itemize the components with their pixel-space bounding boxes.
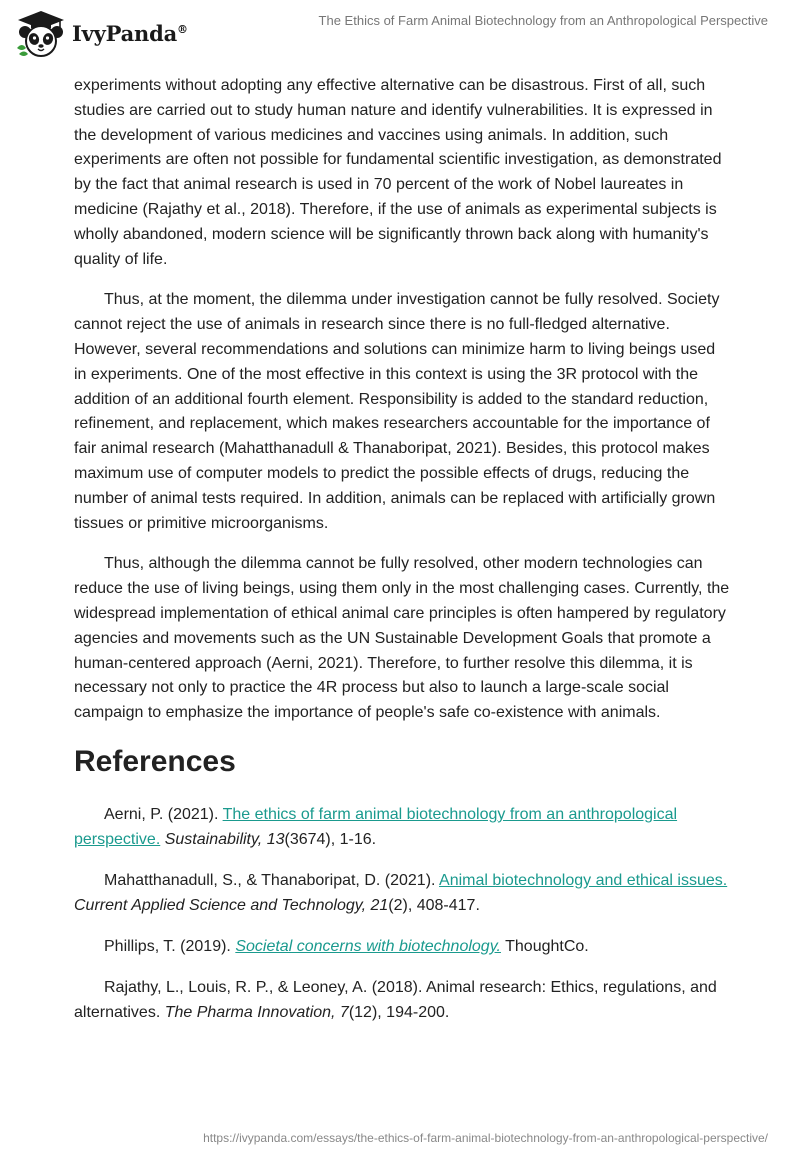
references-list (74, 802, 730, 1025)
paragraph-1: experiments without adopting any effective alternative can be disastrous. First of all, such studies are carried out to study human nature and identify vulnerabilities. It is expressed in the development of various medicines and vaccines using animals. In addition, such experiments are often not possible for fundamental scientific investigation, as demonstrated by the fact that animal research is used in 70 percent of the work of Nobel laureates in medicine (Rajathy et al., 2018). Therefore, if the use of animals as experimental subjects is wholly abandoned, modern science will be significantly thrown back along with humanity's quality of life. (74, 77, 722, 268)
reference-entry (74, 934, 730, 959)
reference-link[interactable]: Animal biotechnology and ethical issues. (439, 871, 728, 889)
ivypanda-logo[interactable] (14, 8, 188, 58)
logo-wordmark (72, 21, 188, 46)
reference-details: ThoughtCo. (500, 937, 589, 955)
reference-journal: Sustainability, 13 (164, 830, 285, 848)
essay-content (74, 70, 730, 1041)
reference-journal: Current Applied Science and Technology, 21 (74, 896, 389, 914)
paragraph-2: Thus, at the moment, the dilemma under investigation cannot be fully resolved. Society cannot reject the use of animals in research since there is no full-fledged alternative. However, several recommendations and solutions can minimize harm to living beings used in experiments. One of the most effective in this context is using the 3R protocol with the addition of an additional fourth element. Responsibility is added to the standard reduction, refinement, and replacement, which makes researchers accountable for the importance of fair animal research (Mahatthanadull & Thanaboripat, 2021). Besides, this protocol makes maximum use of computer models to predict the possible effects of drugs, reducing the number of animal tests required. In addition, animals can be replaced with artificially grown tissues or primitive microorganisms. (74, 291, 720, 532)
reference-authors: Phillips, T. (2019). (104, 937, 236, 955)
reference-authors: Mahatthanadull, S., & Thanaboripat, D. (2021). (104, 871, 440, 889)
reference-link[interactable]: The ethics of farm animal biotechnology from an anthropological perspective. (74, 805, 678, 848)
reference-authors: Aerni, P. (2021). (104, 805, 223, 823)
reference-details: (2), 408-417. (388, 896, 480, 914)
reference-journal: The Pharma Innovation, 7 (164, 1003, 349, 1021)
reference-entry (74, 802, 730, 852)
page-header (0, 0, 800, 70)
reference-details: (3674), 1-16. (284, 830, 377, 848)
reference-link-text: Societal concerns with biotechnology. (235, 937, 501, 955)
registered-mark: ® (177, 22, 188, 36)
document-title: The Ethics of Farm Animal Biotechnology from an Anthropological Perspective (318, 13, 768, 28)
reference-entry (74, 868, 730, 918)
references-heading: References (74, 744, 236, 778)
reference-entry (74, 975, 730, 1025)
panda-graduate-icon (14, 8, 68, 58)
reference-authors: Rajathy, L., Louis, R. P., & Leoney, A. (2018). Animal research: Ethics, regulations, and alternatives. (74, 978, 717, 1021)
source-url[interactable]: https://ivypanda.com/essays/the-ethics-of-farm-animal-biotechnology-from-an-anthropological-perspective/ (203, 1131, 768, 1145)
paragraph-3: Thus, although the dilemma cannot be fully resolved, other modern technologies can reduce the use of living beings, using them only in the most challenging cases. Currently, the widespread implementation of ethical animal care principles is often hampered by regulatory agencies and movements such as the UN Sustainable Development Goals that promote a human-centered approach (Aerni, 2021). Therefore, to further resolve this dilemma, it is necessary not only to practice the 4R process but also to launch a large-scale social campaign to emphasize the importance of people's safe co-existence with animals. (74, 555, 730, 722)
logo-wordmark-text: IvyPanda (72, 20, 178, 46)
reference-details: (12), 194-200. (348, 1003, 450, 1021)
reference-link[interactable] (235, 938, 501, 955)
